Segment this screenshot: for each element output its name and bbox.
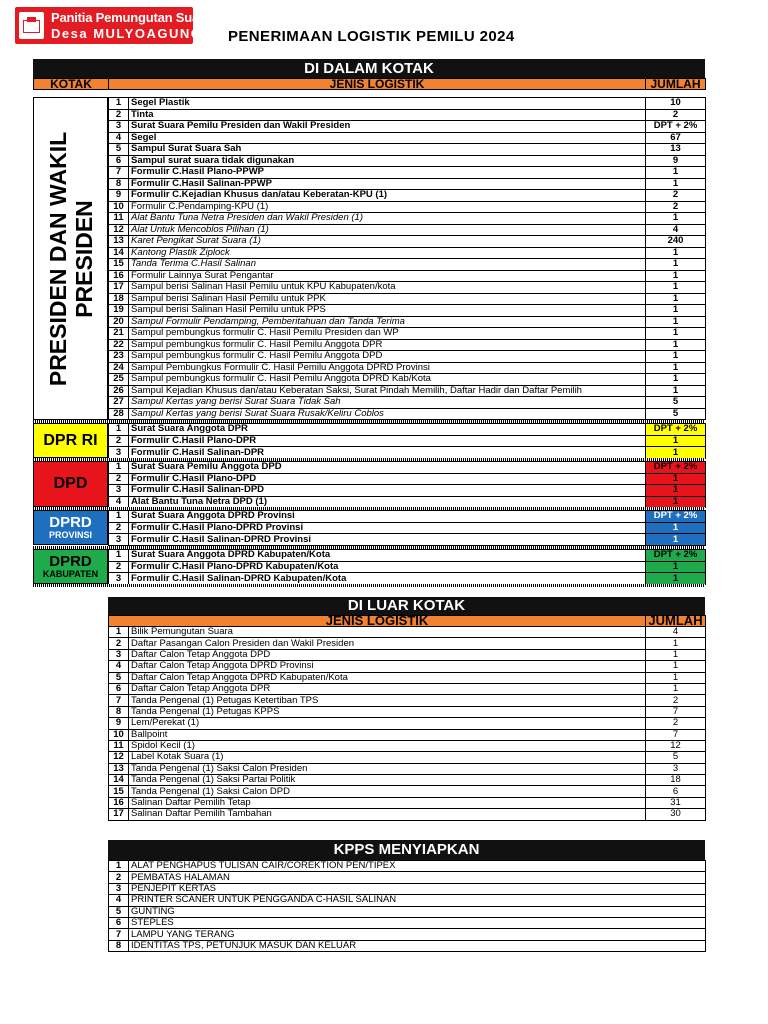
item-name: Tanda Terima C.Hasil Salinan (129, 259, 646, 271)
presiden-row (109, 328, 706, 340)
item-quantity: 1 (646, 351, 706, 363)
item-name: Bilik Pemungutan Suara (129, 627, 646, 638)
kotak-label-group (33, 549, 108, 584)
item-name: Formulir C.Hasil Plano-DPRD Provinsi (129, 522, 646, 534)
row-number: 24 (109, 362, 129, 374)
item-name: Formulir C.Hasil Plano-DPD (129, 473, 646, 485)
row-number: 16 (109, 797, 129, 808)
item-name: Formulir C.Hasil Plano-PPWP (129, 167, 646, 179)
item-quantity: 1 (646, 573, 706, 585)
presiden-row (109, 190, 706, 202)
dalam-header-row (33, 78, 706, 90)
luar-row (109, 763, 706, 774)
item-quantity: DPT + 2% (646, 462, 706, 474)
row-number: 1 (109, 462, 129, 474)
item-quantity: DPT + 2% (646, 550, 706, 562)
row-number: 13 (109, 763, 129, 774)
item-name: Segel Plastik (129, 98, 646, 110)
row-number: 1 (109, 98, 129, 110)
kpps-row (109, 940, 706, 951)
group-table (108, 461, 706, 508)
presiden-row (109, 293, 706, 305)
row-number: 2 (109, 638, 129, 649)
item-name: Surat Suara Pemilu Anggota DPD (129, 462, 646, 474)
item-name: Spidol Kecil (1) (129, 740, 646, 751)
item-name: Formulir C.Hasil Plano-DPRD Kabupaten/Kota (129, 561, 646, 573)
row-number: 10 (109, 729, 129, 740)
item-name: Sampul surat suara tidak digunakan (129, 155, 646, 167)
item-quantity: 13 (646, 144, 706, 156)
item-name: Daftar Pasangan Calon Presiden dan Wakil Presiden (129, 638, 646, 649)
presiden-row (109, 362, 706, 374)
group-table (108, 549, 706, 585)
row-number: 3 (109, 447, 129, 459)
row-number: 23 (109, 351, 129, 363)
item-name: Surat Suara Anggota DPRD Kabupaten/Kota (129, 550, 646, 562)
item-name: Formulir Lainnya Surat Pengantar (129, 270, 646, 282)
section-heading-luar: DI LUAR KOTAK (108, 597, 705, 615)
kpps-row (109, 906, 706, 917)
presiden-row (109, 132, 706, 144)
item-quantity: 6 (646, 786, 706, 797)
row-number: 6 (109, 155, 129, 167)
row-number: 14 (109, 775, 129, 786)
kpps-row (109, 929, 706, 940)
row-number: 5 (109, 906, 129, 917)
item-quantity: 5 (646, 752, 706, 763)
item-quantity: DPT + 2% (646, 424, 706, 436)
item-quantity: 1 (646, 522, 706, 534)
row-number: 3 (109, 883, 129, 894)
item-name: Daftar Calon Tetap Anggota DPRD Kabupaten/Kota (129, 672, 646, 683)
row-number: 19 (109, 305, 129, 317)
item-quantity: 1 (646, 178, 706, 190)
presiden-row (109, 213, 706, 225)
item-name: Tanda Pengenal (1) Petugas Ketertiban TPS (129, 695, 646, 706)
item-name: PENJEPIT KERTAS (129, 883, 706, 894)
group-sublabel: PROVINSI (48, 529, 92, 540)
presiden-row (109, 224, 706, 236)
presiden-table (108, 97, 706, 420)
item-name: LAMPU YANG TERANG (129, 929, 706, 940)
item-name: GUNTING (129, 906, 706, 917)
item-name: Sampul Formulir Pendamping, Pemberitahuan dan Tanda Terima (129, 316, 646, 328)
row-number: 2 (109, 561, 129, 573)
row-number: 17 (109, 282, 129, 294)
item-quantity: 1 (646, 270, 706, 282)
item-name: Daftar Calon Tetap Anggota DPRD Provinsi (129, 661, 646, 672)
row-number: 17 (109, 809, 129, 820)
row-number: 3 (109, 485, 129, 497)
item-name: Sampul Kejadian Khusus dan/atau Keberatan Saksi, Surat Pindah Memilih, Daftar Hadir dan Daftar Pemilih (129, 385, 646, 397)
item-name: Tanda Pengenal (1) Saksi Calon Presiden (129, 763, 646, 774)
row-number: 2 (109, 522, 129, 534)
row-number: 10 (109, 201, 129, 213)
kpps-row (109, 861, 706, 872)
item-quantity: 1 (646, 374, 706, 386)
item-quantity: 2 (646, 695, 706, 706)
item-quantity: 7 (646, 729, 706, 740)
row-number: 3 (109, 534, 129, 546)
item-quantity: 1 (646, 213, 706, 225)
item-name: ALAT PENGHAPUS TULISAN CAIR/COREKTION PEN/TIPEX (129, 861, 706, 872)
luar-row (109, 627, 706, 638)
group-row (109, 522, 706, 534)
item-name: Lem/Perekat (1) (129, 718, 646, 729)
kotak-label-presiden (33, 97, 108, 420)
presiden-row (109, 374, 706, 386)
item-name: Formulir C.Hasil Salinan-DPR (129, 447, 646, 459)
luar-row (109, 775, 706, 786)
col-jumlah: JUMLAH (646, 79, 706, 90)
item-quantity: 2 (646, 718, 706, 729)
row-number: 15 (109, 786, 129, 797)
item-quantity: 1 (646, 259, 706, 271)
row-number: 2 (109, 435, 129, 447)
ppk-logo (15, 7, 211, 44)
row-number: 16 (109, 270, 129, 282)
group-label: DPR RI (43, 431, 98, 449)
row-number: 4 (109, 132, 129, 144)
presiden-row (109, 167, 706, 179)
col-jenis-logistik: JENIS LOGISTIK (109, 79, 646, 90)
row-number: 4 (109, 895, 129, 906)
item-quantity: 67 (646, 132, 706, 144)
item-name: Sampul Kertas yang berisi Surat Suara Tidak Sah (129, 397, 646, 409)
row-number: 18 (109, 293, 129, 305)
row-number: 11 (109, 740, 129, 751)
item-name: Kantong Plastik Ziplock (129, 247, 646, 259)
item-name: Formulir C.Hasil Salinan-DPRD Kabupaten/Kota (129, 573, 646, 585)
item-quantity: 1 (646, 496, 706, 508)
section-heading-kpps: KPPS MENYIAPKAN (108, 840, 705, 860)
presiden-row (109, 351, 706, 363)
item-name: Formulir C.Pendamping-KPU (1) (129, 201, 646, 213)
group-label: DPRD (49, 552, 92, 570)
item-name: Daftar Calon Tetap Anggota DPD (129, 649, 646, 660)
presiden-row (109, 305, 706, 317)
luar-row (109, 729, 706, 740)
item-quantity: 1 (646, 293, 706, 305)
group-row (109, 447, 706, 459)
item-quantity: 1 (646, 282, 706, 294)
group-sublabel: KABUPATEN (42, 568, 99, 579)
item-name: Sampul Surat Suara Sah (129, 144, 646, 156)
presiden-row (109, 121, 706, 133)
item-quantity: 240 (646, 236, 706, 248)
group-table (108, 423, 706, 459)
luar-row (109, 786, 706, 797)
item-quantity: 2 (646, 190, 706, 202)
ballot-box-icon (19, 12, 44, 39)
luar-row (109, 683, 706, 694)
item-quantity: 4 (646, 627, 706, 638)
item-quantity: 2 (646, 201, 706, 213)
luar-col-jenis: JENIS LOGISTIK (109, 616, 646, 627)
row-number: 12 (109, 752, 129, 763)
item-name: Tinta (129, 109, 646, 121)
item-name: Surat Suara Pemilu Presiden dan Wakil Presiden (129, 121, 646, 133)
row-number: 6 (109, 683, 129, 694)
group-row (109, 561, 706, 573)
row-number: 21 (109, 328, 129, 340)
item-name: Label Kotak Suara (1) (129, 752, 646, 763)
item-name: PRINTER SCANER UNTUK PENGGANDA C-HASIL SALINAN (129, 895, 706, 906)
presiden-row (109, 408, 706, 420)
presiden-row (109, 259, 706, 271)
presiden-row (109, 270, 706, 282)
presiden-row (109, 339, 706, 351)
item-quantity: 1 (646, 328, 706, 340)
item-name: Formulir C.Hasil Salinan-PPWP (129, 178, 646, 190)
luar-col-jumlah: JUMLAH (646, 616, 706, 627)
row-number: 15 (109, 259, 129, 271)
luar-row (109, 718, 706, 729)
row-number: 3 (109, 121, 129, 133)
item-quantity: DPT + 2% (646, 121, 706, 133)
item-quantity: 1 (646, 385, 706, 397)
row-number: 4 (109, 496, 129, 508)
item-name: Surat Suara Anggota DPRD Provinsi (129, 511, 646, 523)
item-name: Segel (129, 132, 646, 144)
presiden-row (109, 178, 706, 190)
presiden-row (109, 397, 706, 409)
item-name: Sampul pembungkus formulir C. Hasil Pemilu Presiden dan WP (129, 328, 646, 340)
item-quantity: 18 (646, 775, 706, 786)
item-quantity: 2 (646, 109, 706, 121)
group-row (109, 573, 706, 585)
row-number: 1 (109, 861, 129, 872)
item-quantity: 10 (646, 98, 706, 110)
row-number: 20 (109, 316, 129, 328)
item-quantity: 1 (646, 473, 706, 485)
group-table (108, 510, 706, 546)
item-quantity: 1 (646, 435, 706, 447)
kotak-label-group (33, 461, 108, 507)
row-number: 2 (109, 872, 129, 883)
row-number: 7 (109, 167, 129, 179)
kpps-row (109, 895, 706, 906)
item-quantity: 1 (646, 247, 706, 259)
logo-line-1: Panitia Pemungutan Suara (51, 10, 211, 25)
row-number: 9 (109, 190, 129, 202)
item-name: IDENTITAS TPS, PETUNJUK MASUK DAN KELUAR (129, 940, 706, 951)
group-row (109, 424, 706, 436)
group-separator (33, 584, 705, 587)
row-number: 22 (109, 339, 129, 351)
row-number: 13 (109, 236, 129, 248)
row-number: 8 (109, 178, 129, 190)
group-row (109, 485, 706, 497)
row-number: 2 (109, 473, 129, 485)
item-name: Alat Bantu Tuna Netra Presiden dan Wakil Presiden (1) (129, 213, 646, 225)
item-quantity: 12 (646, 740, 706, 751)
row-number: 5 (109, 144, 129, 156)
col-kotak: KOTAK (34, 79, 109, 90)
group-row (109, 534, 706, 546)
item-name: Salinan Daftar Pemilih Tambahan (129, 809, 646, 820)
item-name: Sampul pembungkus formulir C. Hasil Pemilu Anggota DPD (129, 351, 646, 363)
item-quantity: 1 (646, 362, 706, 374)
luar-row (109, 740, 706, 751)
luar-row (109, 752, 706, 763)
luar-row (109, 797, 706, 808)
luar-row (109, 695, 706, 706)
item-quantity: 9 (646, 155, 706, 167)
row-number: 1 (109, 424, 129, 436)
kpps-row (109, 917, 706, 928)
item-quantity: 1 (646, 649, 706, 660)
group-row (109, 496, 706, 508)
item-quantity: 4 (646, 224, 706, 236)
item-name: Sampul pembungkus formulir C. Hasil Pemilu Anggota DPR (129, 339, 646, 351)
logo-line-2: Desa MULYOAGUNG (51, 26, 203, 41)
group-label: DPD (53, 475, 88, 492)
luar-row (109, 672, 706, 683)
row-number: 27 (109, 397, 129, 409)
item-quantity: 5 (646, 397, 706, 409)
luar-row (109, 661, 706, 672)
luar-row (109, 809, 706, 820)
presiden-row (109, 316, 706, 328)
luar-row (109, 638, 706, 649)
item-quantity: 1 (646, 638, 706, 649)
row-number: 1 (109, 511, 129, 523)
presiden-label-text: PRESIDEN DAN WAKIL PRESIDEN (44, 131, 97, 386)
item-name: Tanda Pengenal (1) Saksi Partai Politik (129, 775, 646, 786)
item-quantity: 1 (646, 672, 706, 683)
row-number: 26 (109, 385, 129, 397)
row-number: 14 (109, 247, 129, 259)
kpps-row (109, 883, 706, 894)
row-number: 6 (109, 917, 129, 928)
item-name: Sampul Kertas yang berisi Surat Suara Rusak/Keliru Coblos (129, 408, 646, 420)
item-quantity: DPT + 2% (646, 511, 706, 523)
luar-row (109, 706, 706, 717)
kpps-row (109, 872, 706, 883)
item-name: Sampul berisi Salinan Hasil Pemilu untuk KPU Kabupaten/kota (129, 282, 646, 294)
row-number: 28 (109, 408, 129, 420)
item-name: Daftar Calon Tetap Anggota DPR (129, 683, 646, 694)
item-name: Ballpoint (129, 729, 646, 740)
item-name: STEPLES (129, 917, 706, 928)
item-name: Formulir C.Hasil Salinan-DPRD Provinsi (129, 534, 646, 546)
row-number: 9 (109, 718, 129, 729)
item-quantity: 1 (646, 485, 706, 497)
item-quantity: 1 (646, 561, 706, 573)
presiden-row (109, 98, 706, 110)
row-number: 7 (109, 929, 129, 940)
row-number: 8 (109, 706, 129, 717)
item-quantity: 5 (646, 408, 706, 420)
group-row (109, 435, 706, 447)
group-row (109, 550, 706, 562)
item-quantity: 1 (646, 305, 706, 317)
luar-row (109, 649, 706, 660)
item-name: Sampul Pembungkus Formulir C. Hasil Pemilu Anggota DPRD Provinsi (129, 362, 646, 374)
group-row (109, 511, 706, 523)
item-quantity: 1 (646, 447, 706, 459)
presiden-row (109, 201, 706, 213)
row-number: 11 (109, 213, 129, 225)
item-name: Formulir C.Hasil Plano-DPR (129, 435, 646, 447)
row-number: 3 (109, 649, 129, 660)
item-name: Formulir C.Kejadian Khusus dan/atau Keberatan-KPU (1) (129, 190, 646, 202)
luar-table (108, 615, 706, 821)
presiden-row (109, 282, 706, 294)
row-number: 12 (109, 224, 129, 236)
item-quantity: 3 (646, 763, 706, 774)
item-quantity: 1 (646, 167, 706, 179)
presiden-row (109, 109, 706, 121)
item-name: Tanda Pengenal (1) Petugas KPPS (129, 706, 646, 717)
section-heading-dalam: DI DALAM KOTAK (33, 59, 705, 78)
row-number: 7 (109, 695, 129, 706)
item-quantity: 30 (646, 809, 706, 820)
group-label: DPRD (49, 513, 92, 531)
item-quantity: 1 (646, 661, 706, 672)
item-quantity: 1 (646, 316, 706, 328)
kpps-table (108, 860, 706, 952)
item-name: Formulir C.Hasil Salinan-DPD (129, 485, 646, 497)
item-name: Karet Pengikat Surat Suara (1) (129, 236, 646, 248)
item-quantity: 7 (646, 706, 706, 717)
item-name: Tanda Pengenal (1) Saksi Calon DPD (129, 786, 646, 797)
item-quantity: 1 (646, 339, 706, 351)
kotak-label-group (33, 510, 108, 545)
presiden-row (109, 247, 706, 259)
page-title: PENERIMAAN LOGISTIK PEMILU 2024 (228, 28, 515, 45)
presiden-row (109, 155, 706, 167)
row-number: 1 (109, 627, 129, 638)
row-number: 1 (109, 550, 129, 562)
item-name: Alat Untuk Mencoblos Pilihan (1) (129, 224, 646, 236)
presiden-row (109, 236, 706, 248)
item-name: Sampul berisi Salinan Hasil Pemilu untuk PPS (129, 305, 646, 317)
item-name: Sampul berisi Salinan Hasil Pemilu untuk PPK (129, 293, 646, 305)
item-name: Sampul pembungkus formulir C. Hasil Pemilu Anggota DPRD Kab/Kota (129, 374, 646, 386)
group-row (109, 473, 706, 485)
presiden-row (109, 385, 706, 397)
item-quantity: 1 (646, 683, 706, 694)
group-row (109, 462, 706, 474)
item-quantity: 1 (646, 534, 706, 546)
row-number: 2 (109, 109, 129, 121)
row-number: 25 (109, 374, 129, 386)
item-name: Alat Bantu Tuna Netra DPD (1) (129, 496, 646, 508)
item-quantity: 31 (646, 797, 706, 808)
kotak-label-group (33, 423, 108, 458)
item-name: Salinan Daftar Pemilih Tetap (129, 797, 646, 808)
presiden-row (109, 144, 706, 156)
row-number: 5 (109, 672, 129, 683)
row-number: 4 (109, 661, 129, 672)
item-name: Surat Suara Anggota DPR (129, 424, 646, 436)
item-name: PEMBATAS HALAMAN (129, 872, 706, 883)
row-number: 8 (109, 940, 129, 951)
row-number: 3 (109, 573, 129, 585)
